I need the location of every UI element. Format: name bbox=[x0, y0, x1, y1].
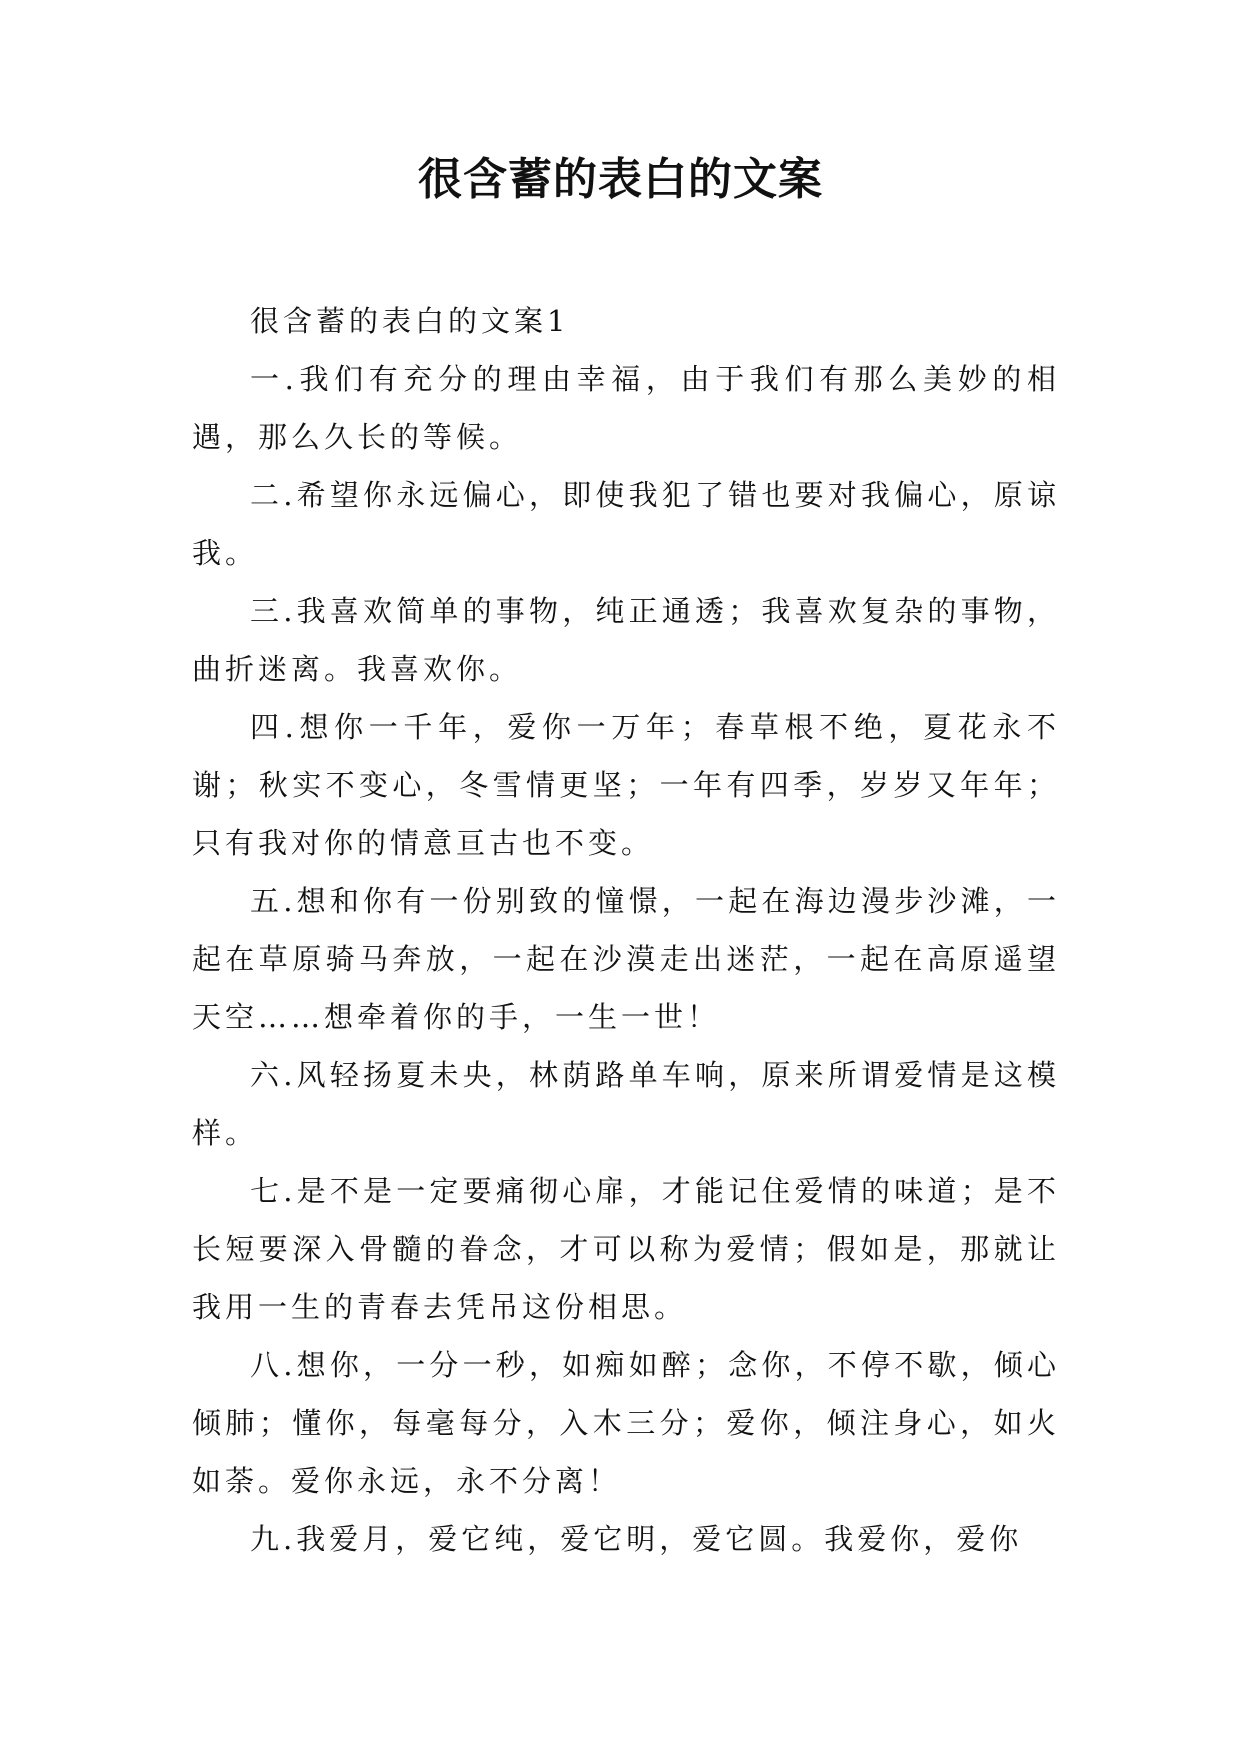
paragraph-6: 六.风轻扬夏未央，林荫路单车响，原来所谓爱情是这模样。 bbox=[192, 1058, 1060, 1150]
paragraph-1: 一.我们有充分的理由幸福，由于我们有那么美妙的相遇，那么久长的等候。 bbox=[192, 362, 1060, 454]
paragraph-4: 四.想你一千年，爱你一万年；春草根不绝，夏花永不谢；秋实不变心，冬雪情更坚；一年有四季，岁岁又年年；只有我对你的情意亘古也不变。 bbox=[192, 710, 1060, 860]
paragraph-3: 三.我喜欢简单的事物，纯正通透；我喜欢复杂的事物，曲折迷离。我喜欢你。 bbox=[192, 594, 1060, 686]
paragraph-9: 九.我爱月，爱它纯，爱它明，爱它圆。我爱你，爱你 bbox=[250, 1522, 1023, 1556]
paragraph-5: 五.想和你有一份别致的憧憬，一起在海边漫步沙滩，一起在草原骑马奔放，一起在沙漠走出迷茫，一起在高原遥望天空……想牵着你的手，一生一世！ bbox=[192, 884, 1060, 1034]
document-body bbox=[192, 292, 1060, 1568]
paragraph-7: 七.是不是一定要痛彻心扉，才能记住爱情的味道；是不长短要深入骨髓的眷念，才可以称为爱情；假如是，那就让我用一生的青春去凭吊这份相思。 bbox=[192, 1174, 1060, 1324]
document-title: 很含蓄的表白的文案 bbox=[418, 154, 823, 205]
paragraph-8: 八.想你，一分一秒，如痴如醉；念你，不停不歇，倾心倾肺；懂你，每毫每分，入木三分；爱你，倾注身心，如火如荼。爱你永远，永不分离！ bbox=[192, 1348, 1060, 1498]
paragraph-heading: 很含蓄的表白的文案1 bbox=[250, 304, 570, 338]
paragraph-2: 二.希望你永远偏心，即使我犯了错也要对我偏心，原谅我。 bbox=[192, 478, 1060, 570]
